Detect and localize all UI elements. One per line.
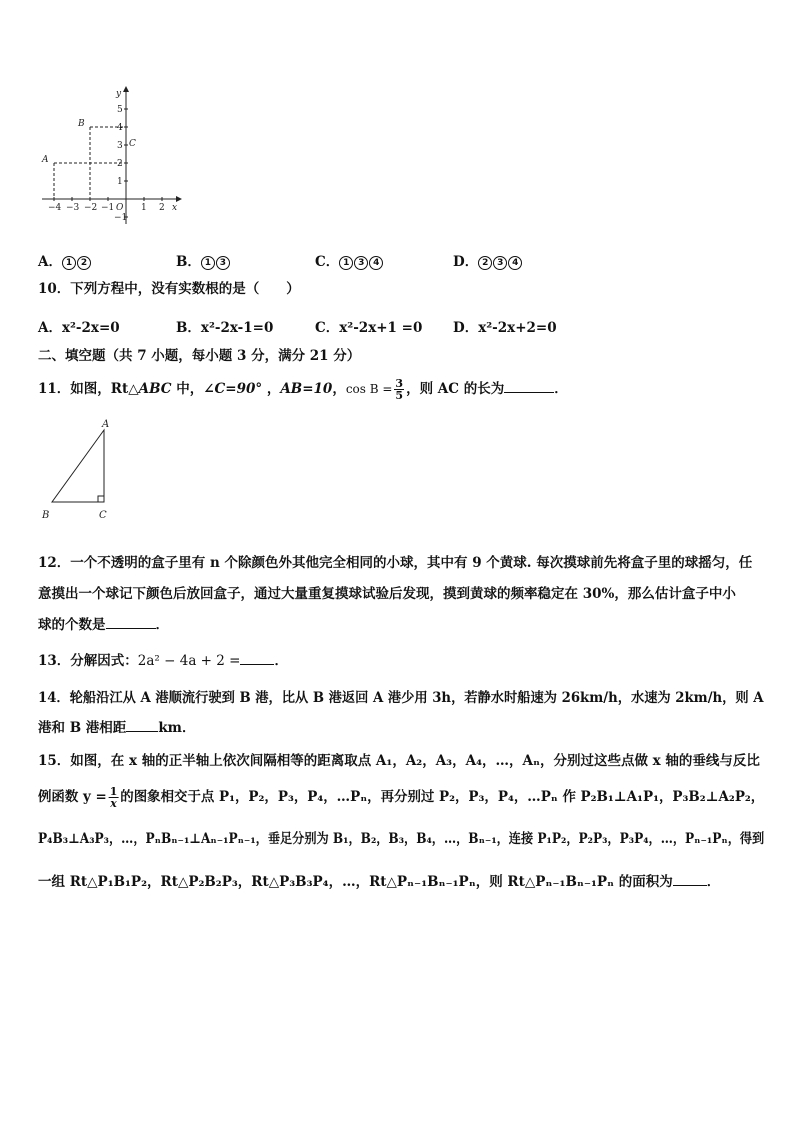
circled-number: 1 [339, 256, 353, 270]
point-b-label: B [78, 119, 85, 129]
circled-number: 1 [201, 256, 215, 270]
vertex-c-label: C [99, 510, 107, 521]
circled-number: 3 [493, 256, 507, 270]
q15-line-2: 例函数 y = $\frac{1}{x}$ 的图象相交于点 P₁，P₂，P₃，P₄，…Pₙ，再分别过 P₂，P₃，P₄，…Pₙ 作 P₂B₁⊥A₁P₁，P₃B₂⊥A₂P₂， [38, 785, 765, 810]
vertex-b-label: B [42, 510, 50, 521]
q10-option-c[interactable]: C．x²-2x+1 =0 [315, 320, 423, 336]
circled-number: 4 [508, 256, 522, 270]
point-c-label: C [129, 139, 136, 149]
circled-number: 3 [216, 256, 230, 270]
fraction-3-5: $\frac{3}{5}$ [395, 377, 404, 402]
origin-label: O [116, 203, 124, 213]
answer-blank[interactable] [673, 873, 707, 886]
x-tick-label: −1 [101, 203, 115, 213]
q13-stem: 13．分解因式：2a² − 4a + 2 = ． [38, 653, 288, 669]
q10-stem: 10．下列方程中，没有实数根的是（ ） [38, 281, 300, 297]
q10-option-b[interactable]: B．x²-2x-1=0 [176, 320, 274, 336]
x-axis-label: x [172, 203, 178, 213]
q15-line-1: 15．如图，在 x 轴的正半轴上依次间隔相等的距离取点 A₁，A₂，A₃，A₄，…，Aₙ，分别过这些点做 x 轴的垂线与反比 [38, 753, 760, 769]
right-angle-mark [98, 496, 104, 502]
q10-option-d[interactable]: D．x²-2x+2=0 [453, 320, 557, 336]
q9-option-b[interactable]: B． 1 3 [176, 250, 231, 270]
answer-blank[interactable] [240, 652, 274, 665]
x-tick-label: −3 [66, 203, 80, 213]
q15-line-4: 一组 Rt△P₁B₁P₂，Rt△P₂B₂P₃，Rt△P₃B₃P₄，…，Rt△Pₙ₋₁Bₙ₋₁Pₙ，则 Rt△Pₙ₋₁Bₙ₋₁Pₙ 的面积为 ． [38, 874, 721, 890]
answer-blank[interactable] [126, 719, 158, 732]
circled-number: 1 [62, 256, 76, 270]
y-tick-label: 2 [117, 159, 123, 169]
q10-option-a[interactable]: A．x²-2x=0 [38, 320, 120, 336]
y-tick-label: 4 [117, 123, 123, 133]
section-heading: 二、填空题（共 7 小题，每小题 3 分，满分 21 分） [38, 348, 361, 364]
q9-option-d[interactable]: D． 2 3 4 [453, 250, 523, 270]
q14-line-2: 港和 B 港相距 km． [38, 720, 196, 736]
vertex-a-label: A [102, 419, 110, 430]
x-tick-label: 1 [141, 203, 147, 213]
answer-blank[interactable] [504, 380, 554, 393]
q15-line-3: P₄B₃⊥A₃P₃，…，PₙBₙ₋₁⊥Aₙ₋₁Pₙ₋₁，垂足分别为 B₁，B₂，B₃，B₄，…，Bₙ₋₁，连接 P₁P₂，P₂P₃，P₃P₄，…，Pₙ₋₁Pₙ，得到 [38, 831, 765, 847]
q9-option-c[interactable]: C． 1 3 4 [315, 250, 384, 270]
q14-line-1: 14．轮船沿江从 A 港顺流行驶到 B 港，比从 B 港返回 A 港少用 3h，若静水时船速为 26km/h，水速为 2km/h，则 A [38, 690, 764, 706]
coordinate-graph [38, 84, 188, 229]
circled-number: 2 [478, 256, 492, 270]
x-tick-label: −2 [84, 203, 98, 213]
triangle-figure [36, 416, 126, 526]
circled-number: 2 [77, 256, 91, 270]
right-triangle [52, 430, 104, 502]
q9-option-a[interactable]: A． 1 2 [38, 250, 92, 270]
x-tick-label: 2 [159, 203, 165, 213]
y-axis-label: y [116, 89, 122, 99]
answer-blank[interactable] [106, 616, 156, 629]
fraction-1-x: $\frac{1}{x}$ [109, 785, 118, 810]
x-axis-arrow [176, 196, 182, 202]
y-axis-arrow [123, 86, 129, 92]
circled-number: 3 [354, 256, 368, 270]
circled-number: 4 [369, 256, 383, 270]
q11-stem: 11．如图，Rt△ABC 中，∠C=90° ，AB=10，cos B = $\frac{3}{5}$ ，则 AC 的长为 ． [38, 377, 568, 402]
q12-line-1: 12．一个不透明的盒子里有 n 个除颜色外其他完全相同的小球，其中有 9 个黄球. 每次摸球前先将盒子里的球摇匀，任 [38, 555, 753, 571]
point-a-label: A [42, 155, 49, 165]
q12-line-3: 球的个数是 ． [38, 617, 169, 633]
y-tick-label: 3 [117, 141, 123, 151]
x-tick-label: −4 [48, 203, 62, 213]
y-tick-label: 5 [117, 105, 123, 115]
q12-line-2: 意摸出一个球记下颜色后放回盒子，通过大量重复摸球试验后发现，摸到黄球的频率稳定在 30%，那么估计盒子中小 [38, 586, 736, 602]
y-tick-label: 1 [117, 177, 123, 187]
y-tick-label: −1 [114, 213, 128, 223]
